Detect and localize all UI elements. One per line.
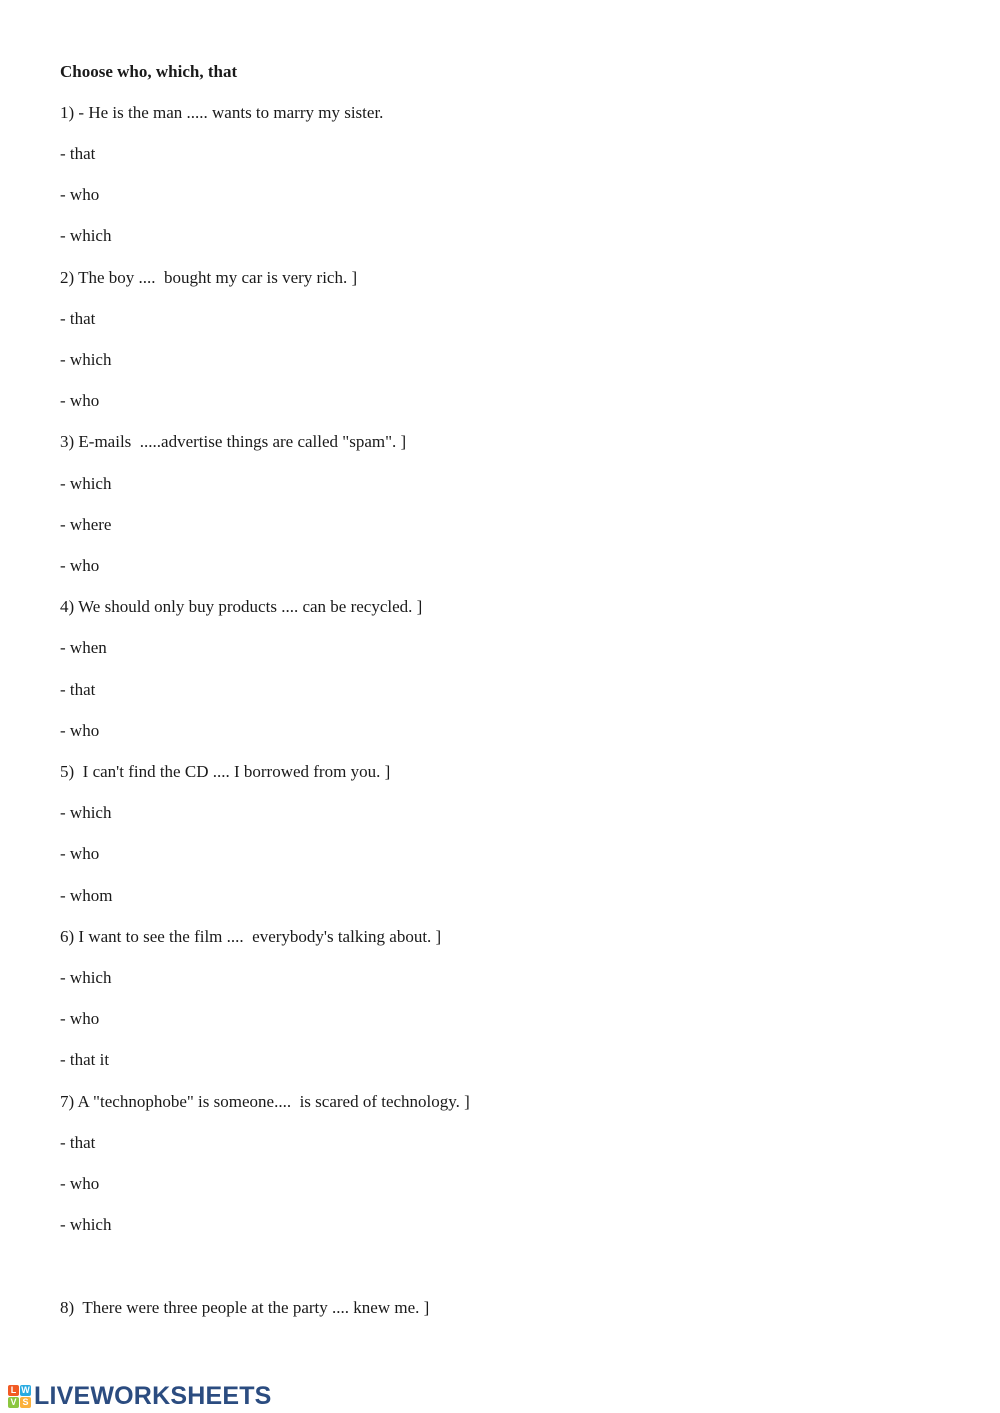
- question-5-option-3[interactable]: - whom: [60, 886, 113, 905]
- question-2-prompt: 2) The boy .... bought my car is very rich. ]: [60, 268, 358, 287]
- question-8-prompt: 8) There were three people at the party .... knew me. ]: [60, 1298, 430, 1317]
- question-2-option-2[interactable]: - which: [60, 350, 112, 369]
- question-4-option-3[interactable]: - who: [60, 721, 100, 740]
- question-7-option-1[interactable]: - that: [60, 1133, 96, 1152]
- question-1-prompt: 1) - He is the man ..... wants to marry my sister.: [60, 103, 384, 122]
- logo-mark-tile-4: S: [20, 1397, 31, 1408]
- question-4-option-1[interactable]: - when: [60, 638, 107, 657]
- question-5-option-2[interactable]: - who: [60, 844, 100, 863]
- logo-mark-tile-3: V: [8, 1397, 19, 1408]
- question-3-option-2[interactable]: - where: [60, 515, 112, 534]
- question-6-prompt: 6) I want to see the film .... everybody's talking about. ]: [60, 927, 442, 946]
- question-3-prompt: 3) E-mails .....advertise things are called "spam". ]: [60, 432, 407, 451]
- question-7-option-2[interactable]: - who: [60, 1174, 100, 1193]
- question-3-option-3[interactable]: - who: [60, 556, 100, 575]
- question-6-option-2[interactable]: - who: [60, 1009, 100, 1028]
- worksheet-title: Choose who, which, that: [60, 62, 238, 81]
- question-4-prompt: 4) We should only buy products .... can be recycled. ]: [60, 597, 423, 616]
- logo-text: LIVEWORKSHEETS: [34, 1381, 272, 1410]
- question-1-option-2[interactable]: - who: [60, 185, 100, 204]
- question-1-option-1[interactable]: - that: [60, 144, 96, 163]
- liveworksheets-logo: [8, 1382, 272, 1410]
- logo-mark-tile-1: L: [8, 1385, 19, 1396]
- question-6-option-3[interactable]: - that it: [60, 1050, 110, 1069]
- question-7-option-3[interactable]: - which: [60, 1215, 112, 1234]
- question-5-prompt: 5) I can't find the CD .... I borrowed from you. ]: [60, 762, 391, 781]
- question-2-option-3[interactable]: - who: [60, 391, 100, 410]
- logo-mark-icon: [8, 1385, 31, 1408]
- question-1-option-3[interactable]: - which: [60, 226, 112, 245]
- question-2-option-1[interactable]: - that: [60, 309, 96, 328]
- question-3-option-1[interactable]: - which: [60, 474, 112, 493]
- question-6-option-1[interactable]: - which: [60, 968, 112, 987]
- question-5-option-1[interactable]: - which: [60, 803, 112, 822]
- logo-mark-tile-2: W: [21, 1384, 30, 1395]
- question-7-prompt: 7) A "technophobe" is someone.... is scared of technology. ]: [60, 1092, 470, 1111]
- question-4-option-2[interactable]: - that: [60, 680, 96, 699]
